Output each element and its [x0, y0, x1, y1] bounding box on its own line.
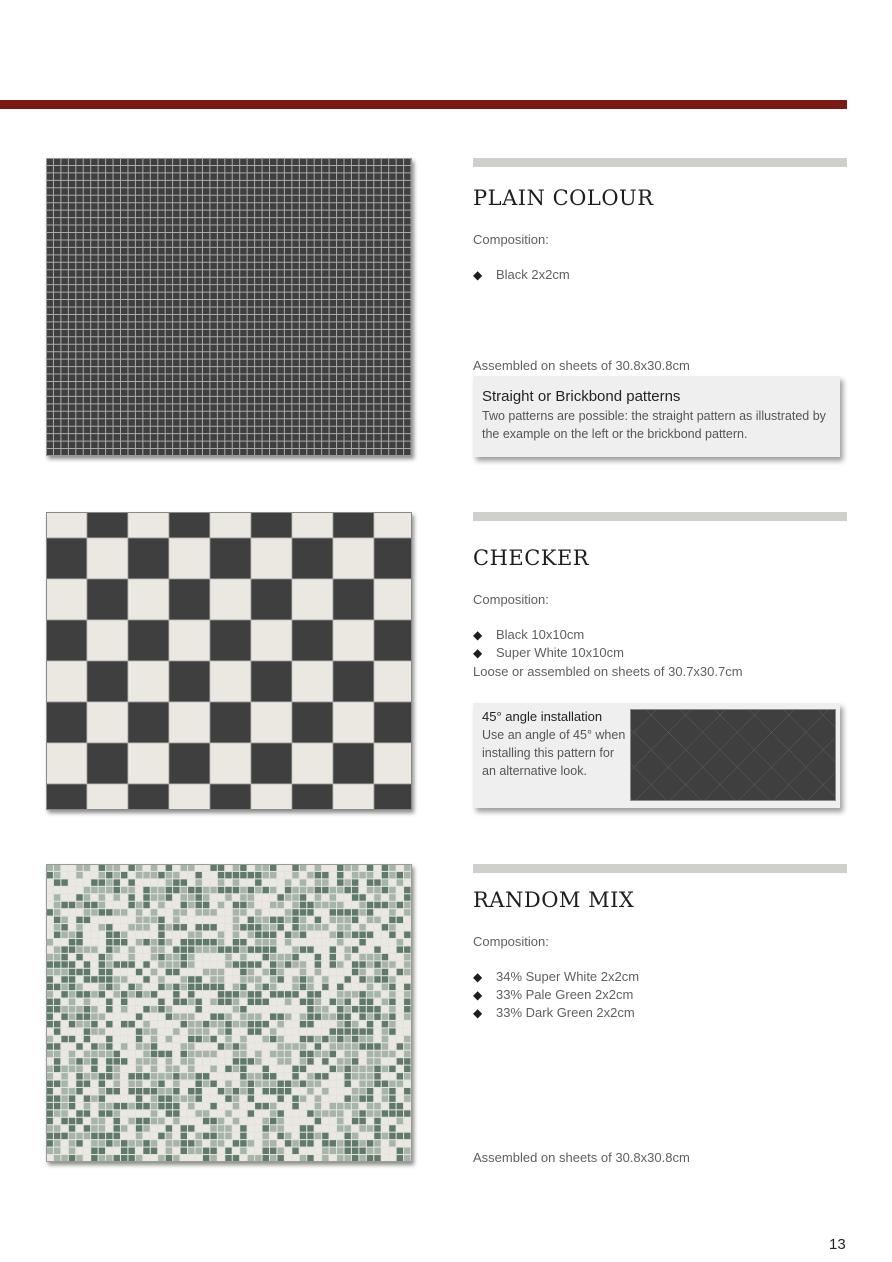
- callout-title: Straight or Brickbond patterns: [482, 388, 681, 405]
- callout-box: [473, 376, 840, 457]
- composition-list: [473, 266, 570, 284]
- section-title: PLAIN COLOUR: [473, 186, 654, 210]
- callout-text: Two patterns are possible: the straight pattern as illustrated by the example on the left or the brickbond pattern.: [482, 409, 826, 441]
- list-item: ◆ 33% Pale Green 2x2cm: [473, 987, 634, 1002]
- callout-box: [473, 703, 840, 808]
- diamond-bullet-icon: ◆: [473, 988, 483, 1002]
- checker-tile-image: [46, 512, 412, 810]
- composition-list: [473, 968, 639, 1022]
- section-rule: [473, 512, 847, 521]
- diamond-bullet-icon: ◆: [473, 970, 483, 984]
- random-mosaic-image: [46, 864, 412, 1162]
- diamond-bullet-icon: ◆: [473, 628, 483, 642]
- callout-text: Use an angle of 45° when installing this pattern for an alternative look.: [482, 728, 626, 778]
- random-mix-swatch: [46, 864, 412, 1162]
- diamond-bullet-icon: ◆: [473, 268, 483, 282]
- list-item: ◆ 33% Dark Green 2x2cm: [473, 1005, 635, 1020]
- composition-label: Composition:: [473, 934, 549, 949]
- top-rule: [0, 100, 847, 109]
- section-title: RANDOM MIX: [473, 888, 635, 912]
- diamond-bullet-icon: ◆: [473, 1006, 483, 1020]
- section-title: CHECKER: [473, 546, 590, 570]
- diamond-bullet-icon: ◆: [473, 646, 483, 660]
- plain-colour-swatch: [46, 158, 412, 456]
- composition-list: [473, 626, 624, 662]
- list-item: ◆ Black 10x10cm: [473, 627, 585, 642]
- section-rule: [473, 864, 847, 873]
- diagonal-checker-image: [630, 709, 836, 801]
- composition-label: Composition:: [473, 232, 549, 247]
- assembly-note: Loose or assembled on sheets of 30.7x30.7cm: [473, 664, 743, 679]
- checker-swatch: [46, 512, 412, 810]
- list-item: ◆ 34% Super White 2x2cm: [473, 969, 640, 984]
- callout-title: 45° angle installation: [482, 709, 603, 724]
- assembly-note: Assembled on sheets of 30.8x30.8cm: [473, 358, 690, 373]
- assembly-note: Assembled on sheets of 30.8x30.8cm: [473, 1150, 690, 1165]
- page-number: 13: [829, 1236, 846, 1253]
- black-mosaic-image: [46, 158, 412, 456]
- list-item: ◆ Black 2x2cm: [473, 267, 570, 282]
- section-rule: [473, 158, 847, 167]
- list-item: ◆ Super White 10x10cm: [473, 645, 624, 660]
- composition-label: Composition:: [473, 592, 549, 607]
